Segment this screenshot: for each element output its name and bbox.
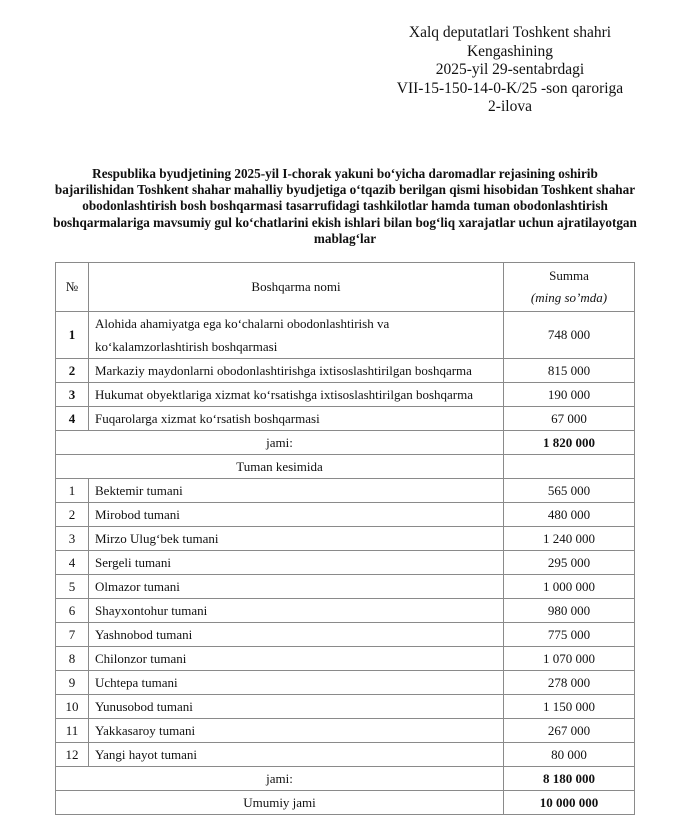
budget-table xyxy=(55,262,635,815)
header-line: Xalq deputatlari Toshkent shahri xyxy=(408,24,612,41)
row-amount: 565 000 xyxy=(504,479,635,503)
row-name: Markaziy maydonlarni obodonlashtirishga ixtisoslashtirilgan boshqarma xyxy=(89,359,504,383)
district-section-label: Tuman kesimida xyxy=(56,455,504,479)
header-line: 2-ilova xyxy=(488,98,532,115)
title-line: obodonlashtirish bosh boshqarmasi tasarrufidagi tashkilotlar hamda tuman obodonlashtirish xyxy=(82,198,608,214)
grand-total-amount: 10 000 000 xyxy=(504,791,635,815)
row-amount: 1 070 000 xyxy=(504,647,635,671)
table-row xyxy=(56,647,635,671)
row-number: 12 xyxy=(56,743,89,767)
row-amount: 980 000 xyxy=(504,599,635,623)
sum-label: Summa xyxy=(549,268,589,283)
title-line: boshqarmalariga mavsumiy gul koʻchatlarini ekish ishlari bilan bogʻliq xarajatlar uchun ajratilayotgan xyxy=(53,214,637,230)
table-row xyxy=(56,671,635,695)
header-line: Kengashining xyxy=(466,42,554,60)
row-number: 1 xyxy=(56,479,89,503)
table-row xyxy=(56,623,635,647)
table-row xyxy=(56,312,635,359)
row-name xyxy=(89,312,504,359)
table-row xyxy=(56,551,635,575)
row-amount: 190 000 xyxy=(504,383,635,407)
row-amount: 748 000 xyxy=(504,312,635,359)
departments-total-row xyxy=(56,431,635,455)
row-number: 10 xyxy=(56,695,89,719)
districts-total-amount: 8 180 000 xyxy=(504,767,635,791)
row-amount: 80 000 xyxy=(504,743,635,767)
row-number: 2 xyxy=(56,359,89,383)
table-row xyxy=(56,383,635,407)
table-row xyxy=(56,359,635,383)
row-name: Chilonzor tumani xyxy=(89,647,504,671)
row-name: Bektemir tumani xyxy=(89,479,504,503)
row-name: Yakkasaroy tumani xyxy=(89,719,504,743)
table-row xyxy=(56,527,635,551)
row-amount: 278 000 xyxy=(504,671,635,695)
row-amount: 815 000 xyxy=(504,359,635,383)
row-number: 7 xyxy=(56,623,89,647)
departments-total-label: jami: xyxy=(56,431,504,455)
districts-total-row xyxy=(56,767,635,791)
district-section-row xyxy=(56,455,635,479)
grand-total-label: Umumiy jami xyxy=(56,791,504,815)
row-number: 6 xyxy=(56,599,89,623)
row-number: 1 xyxy=(56,312,89,359)
sum-unit-label: (ming so’mda) xyxy=(530,290,608,305)
departments-total-amount: 1 820 000 xyxy=(504,431,635,455)
grand-total-row xyxy=(56,791,635,815)
table-row xyxy=(56,407,635,431)
row-amount: 1 240 000 xyxy=(504,527,635,551)
district-section-empty xyxy=(504,455,635,479)
table-row xyxy=(56,479,635,503)
table-row xyxy=(56,695,635,719)
column-header-number: № xyxy=(56,263,89,312)
row-amount: 480 000 xyxy=(504,503,635,527)
table-row xyxy=(56,743,635,767)
row-number: 8 xyxy=(56,647,89,671)
row-number: 5 xyxy=(56,575,89,599)
table-row xyxy=(56,575,635,599)
column-header-name: Boshqarma nomi xyxy=(89,263,504,312)
table-header-row xyxy=(56,263,635,312)
row-number: 4 xyxy=(56,407,89,431)
table-row xyxy=(56,719,635,743)
title-line: mablagʻlar xyxy=(313,230,377,246)
header-line: VII-15-150-14-0-K/25 -son qaroriga xyxy=(396,79,624,97)
row-name: Olmazor tumani xyxy=(89,575,504,599)
row-number: 4 xyxy=(56,551,89,575)
row-name: Yangi hayot tumani xyxy=(89,743,504,767)
title-line: bajarilishidan Toshkent shahar mahalliy byudjetiga oʻtqazib berilgan qismi hisobidan Toshkent shahar xyxy=(54,182,636,198)
header-line: 2025-yil 29-sentabrdagi xyxy=(435,61,585,78)
row-number: 9 xyxy=(56,671,89,695)
row-number: 3 xyxy=(56,527,89,551)
row-number: 11 xyxy=(56,719,89,743)
row-number: 2 xyxy=(56,503,89,527)
row-amount: 1 150 000 xyxy=(504,695,635,719)
row-name: Yashnobod tumani xyxy=(89,623,504,647)
row-name: Mirzo Ulugʻbek tumani xyxy=(89,527,504,551)
table-row xyxy=(56,599,635,623)
row-amount: 267 000 xyxy=(504,719,635,743)
title-line: Respublika byudjetining 2025-yil I-chorak yakuni boʻyicha daromadlar rejasining oshirib xyxy=(92,166,598,181)
districts-total-label: jami: xyxy=(56,767,504,791)
row-name: Shayxontohur tumani xyxy=(89,599,504,623)
row-amount: 775 000 xyxy=(504,623,635,647)
row-name-line: Alohida ahamiyatga ega koʻchalarni obodonlashtirish va xyxy=(95,316,390,331)
row-number: 3 xyxy=(56,383,89,407)
resolution-reference xyxy=(360,24,660,117)
row-name: Yunusobod tumani xyxy=(89,695,504,719)
row-amount: 1 000 000 xyxy=(504,575,635,599)
row-amount: 295 000 xyxy=(504,551,635,575)
row-name: Mirobod tumani xyxy=(89,503,504,527)
row-name: Sergeli tumani xyxy=(89,551,504,575)
document-title xyxy=(40,166,650,247)
row-name: Uchtepa tumani xyxy=(89,671,504,695)
row-name: Fuqarolarga xizmat koʻrsatish boshqarmasi xyxy=(89,407,504,431)
column-header-sum xyxy=(504,263,635,312)
row-name: Hukumat obyektlariga xizmat koʻrsatishga ixtisoslashtirilgan boshqarma xyxy=(89,383,504,407)
table-row xyxy=(56,503,635,527)
row-name-line: koʻkalamzorlashtirish boshqarmasi xyxy=(95,339,278,354)
row-amount: 67 000 xyxy=(504,407,635,431)
